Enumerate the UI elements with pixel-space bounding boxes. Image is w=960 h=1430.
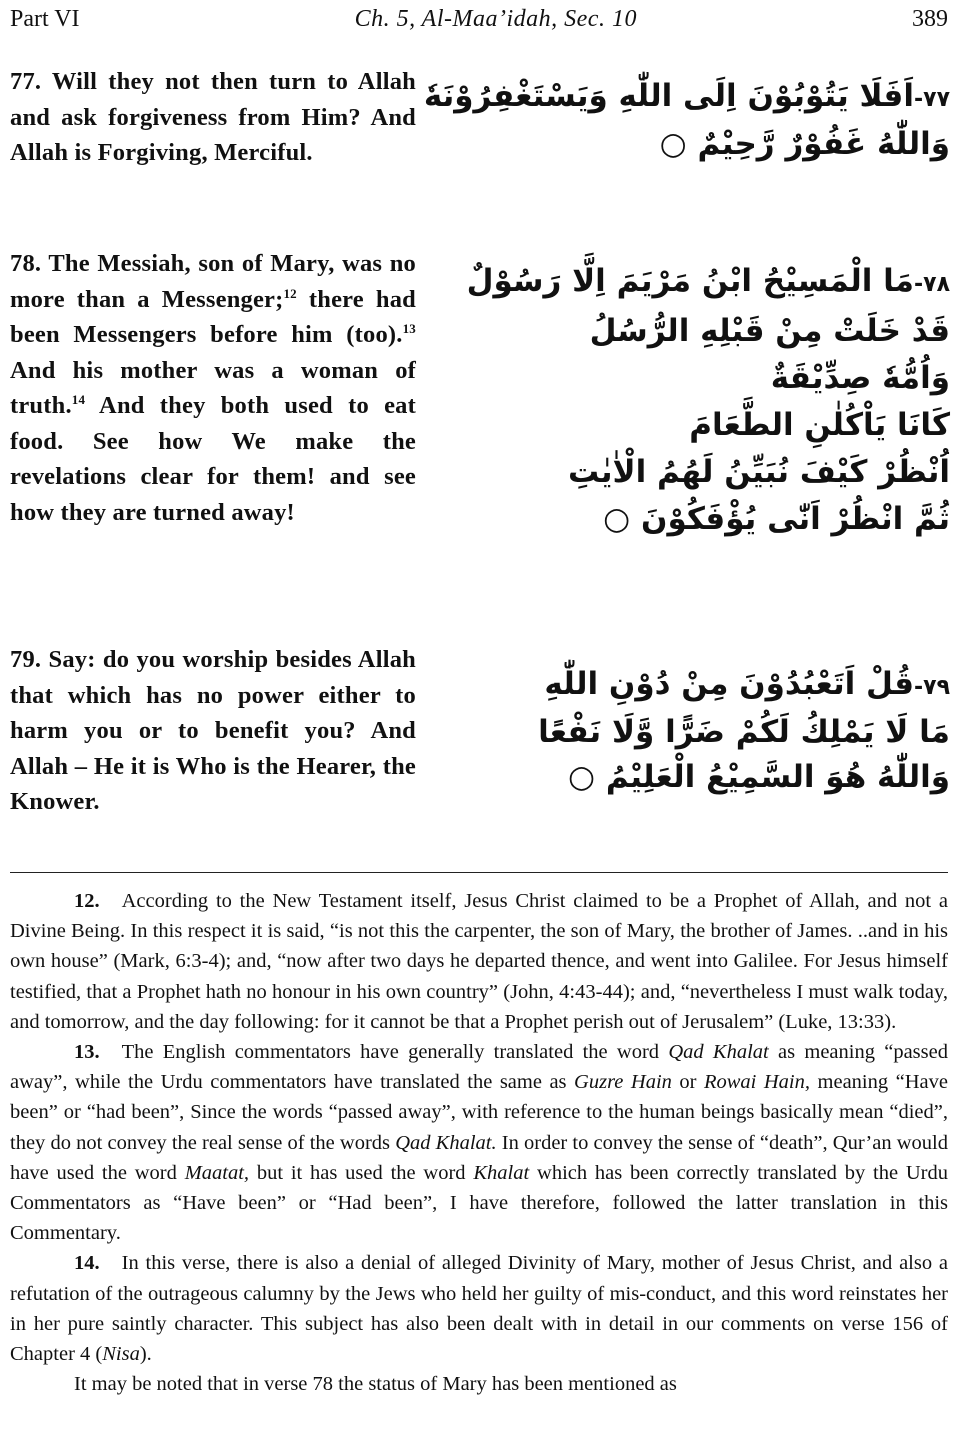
footnote-12: 12. According to the New Testament itself, Jesus Christ claimed to be a Prophet of Allah, and not a Divine Being. In this respect it is said, “is not this the carpenter, the son of Mary, the brother of James. ..and in his own house” (Mark, 6:3-4); and, “now after two days he departed thence, and went into Galilee. For Jesus himself testified, that a Prophet hath no honour in his own country” (John, 4:43-44); and, “nevertheless I must walk today, and tomorrow, and the day following: for it cannot be that a Prophet perish out of Jerusalem” (Luke, 13:33). <box>10 890 948 1033</box>
arabic-line: وَاللّٰهُ غَفُوْرٌ رَّحِيْمٌ ○ <box>659 126 950 162</box>
arabic-line: وَاُمُّهٗ صِدِّيْقَةٌ <box>770 360 950 396</box>
arabic-line: ۷۸-مَا الْمَسِيْحُ ابْنُ مَرْيَمَ اِلَّا رَسُوْلٌ <box>466 263 950 299</box>
arabic-line: كَانَا يَاْكُلٰنِ الطَّعَامَ <box>689 407 950 443</box>
arabic-line: وَاللّٰهُ هُوَ السَّمِيْعُ الْعَلِيْمُ ○ <box>568 759 950 795</box>
footnotes-section <box>10 886 948 1399</box>
footnote-divider <box>10 872 948 873</box>
arabic-line: ثُمَّ انْظُرْ اَنّٰى يُؤْفَكُوْنَ ○ <box>603 501 950 537</box>
footnote-ref-14[interactable]: 14 <box>71 392 86 407</box>
footnote-14: 14. In this verse, there is also a denial of alleged Divinity of Mary, mother of Jesus Christ, and also a refutation of the outrageous calumny by the Jews who held her guilty of mis-conduct, and this word reinstates her in her pure saintly character. This subject has also been dealt with in detail in our comments on verse 156 of Chapter 4 (Nisa). <box>10 1252 948 1366</box>
footnote-13: 13. The English commentators have generally translated the word Qad Khalat as meaning “passed away”, while the Urdu commentators have translated the same as Guzre Hain or Rowai Hain, meaning “Have been” or “had been”, Since the words “passed away”, with reference to the human beings basically mean “died”, they do not convey the real sense of the words Qad Khalat. In order to convey the sense of “death”, Qur’an would have used the word Maatat, but it has used the word Khalat which has been correctly translated by the Urdu Commentators as “Have been” or “Had been”, I have therefore, followed the latter translation in this Commentary. <box>10 1041 949 1245</box>
footnote-number: 12. <box>74 890 100 912</box>
part-label: Part VI <box>10 5 80 32</box>
arabic-verse-number: ۷۹- <box>914 675 950 700</box>
arabic-line: ۷۷-اَفَلَا يَتُوْبُوْنَ اِلَى اللّٰهِ وَيَسْتَغْفِرُوْنَهٗ <box>423 78 950 114</box>
page-header <box>10 2 948 36</box>
continuation-paragraph: It may be noted that in verse 78 the status of Mary has been mentioned as <box>74 1373 677 1396</box>
footnote-number: 13. <box>74 1041 100 1064</box>
arabic-verse-number: ۷۷- <box>914 87 950 112</box>
page-number: 389 <box>911 5 948 32</box>
verse-78-arabic <box>466 258 950 543</box>
arabic-line: مَا لَا يَمْلِكُ لَكُمْ ضَرًّا وَّلَا نَفْعًا <box>538 714 950 750</box>
arabic-verse-number: ۷۸- <box>914 272 950 297</box>
chapter-title: Ch. 5, Al-Maa’idah, Sec. 10 <box>354 5 637 32</box>
verse-77-arabic <box>423 74 950 167</box>
verse-77-english: 77. Will they not then turn to Allah and ask forgiveness from Him? And Allah is Forgiving, Merciful. <box>10 68 416 166</box>
verse-79-arabic <box>510 662 950 800</box>
arabic-line: ۷۹-قُلْ اَتَعْبُدُوْنَ مِنْ دُوْنِ اللّٰهِ <box>544 666 950 702</box>
arabic-line: اُنْظُرْ كَيْفَ نُبَيِّنُ لَهُمُ الْاٰيٰتِ <box>568 454 950 490</box>
footnote-ref-13[interactable]: 13 <box>402 321 416 336</box>
verse-79-english: 79. Say: do you worship besides Allah that which has no power either to harm you or to benefit you? And Allah – He it is Who is the Hearer, the Knower. <box>10 646 416 815</box>
arabic-line: قَدْ خَلَتْ مِنْ قَبْلِهِ الرُّسُلُ <box>589 313 950 349</box>
verse-78-english: 78. The Messiah, son of Mary, was no more than a Messenger;$^{12}$ there had been Messengers before him (too).$^{13}$ And his mother was a woman of truth.$^{14}$ And they both used to eat food. See how We make the revelations clear for them! and see how they are turned away! <box>10 250 417 526</box>
footnote-ref-12[interactable]: 12 <box>283 285 297 301</box>
footnote-number: 14. <box>74 1252 100 1275</box>
